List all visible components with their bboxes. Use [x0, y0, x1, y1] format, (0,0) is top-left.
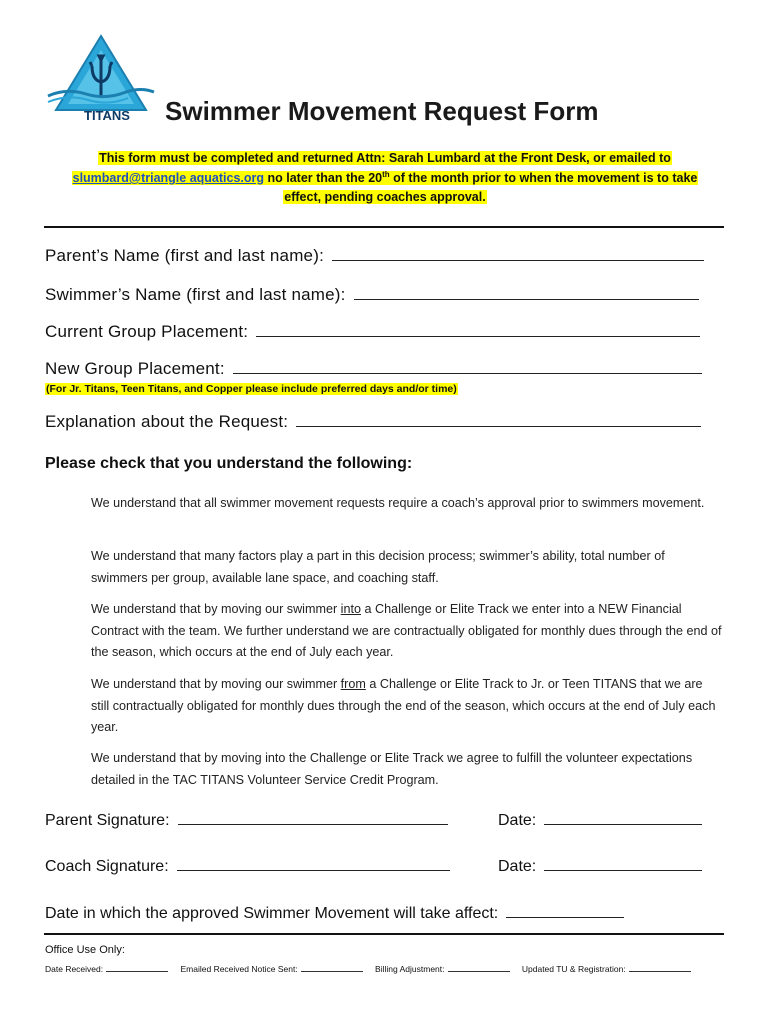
office-use-heading: Office Use Only:	[45, 944, 125, 956]
explanation-field[interactable]: Explanation about the Request:	[45, 412, 701, 432]
coach-signature-field[interactable]: Coach Signature:	[45, 856, 450, 876]
statement-1: We understand that all swimmer movement requests require a coach’s approval prior to swimmers movement.	[91, 496, 705, 510]
movement-date-field[interactable]: Date in which the approved Swimmer Movement will take affect:	[45, 903, 624, 923]
statement-2: We understand that many factors play a part in this decision process; swimmer’s ability, total number of swimmers per group, available lane space, and coaching staff.	[91, 549, 665, 585]
date-received-field[interactable]: Date Received:	[45, 964, 168, 974]
parent-signature-field[interactable]: Parent Signature:	[45, 810, 448, 830]
statement-5: We understand that by moving into the Challenge or Elite Track we agree to fulfill the volunteer expectations detailed in the TAC TITANS Volunteer Service Credit Program.	[91, 751, 693, 787]
current-group-field[interactable]: Current Group Placement:	[45, 322, 700, 342]
updated-tu-field[interactable]: Updated TU & Registration:	[522, 964, 691, 974]
logo-text: TITANS	[84, 108, 130, 123]
notice-line-2: slumbard@triangle aquatics.org no later than the 20th of the month prior to when the movement is to take	[72, 169, 698, 185]
emailed-notice-field[interactable]: Emailed Received Notice Sent:	[181, 964, 363, 974]
office-use-row	[45, 963, 701, 974]
new-group-field[interactable]: New Group Placement:	[45, 359, 702, 379]
email-link[interactable]: slumbard@triangle aquatics.org	[72, 171, 265, 185]
divider	[44, 226, 724, 228]
statement-3: We understand that by moving our swimmer into a Challenge or Elite Track we enter into a NEW Financial Contract with the team. We further understand we are contractually obligated for monthly dues through the end of the season, which occurs at the end of July each year.	[91, 602, 722, 659]
form-title: Swimmer Movement Request Form	[165, 96, 599, 126]
titans-logo	[46, 32, 156, 124]
new-group-note: (For Jr. Titans, Teen Titans, and Copper please include preferred days and/or time)	[46, 383, 457, 395]
notice-line-1: This form must be completed and returned Attn: Sarah Lumbard at the Front Desk, or emailed to	[99, 151, 671, 165]
coach-date-field[interactable]: Date:	[498, 856, 702, 876]
office-divider	[44, 933, 724, 935]
billing-adjustment-field[interactable]: Billing Adjustment:	[375, 964, 509, 974]
parent-name-field[interactable]: Parent’s Name (first and last name):	[45, 246, 704, 266]
notice-line-3: effect, pending coaches approval.	[284, 190, 486, 204]
swimmer-name-field[interactable]: Swimmer’s Name (first and last name):	[45, 285, 699, 305]
parent-date-field[interactable]: Date:	[498, 810, 702, 830]
check-heading: Please check that you understand the following:	[45, 455, 413, 472]
statement-4: We understand that by moving our swimmer from a Challenge or Elite Track to Jr. or Teen TITANS that we are still contractually obligated for monthly dues through the end of the season, which occurs at the end of July each year.	[91, 677, 716, 734]
